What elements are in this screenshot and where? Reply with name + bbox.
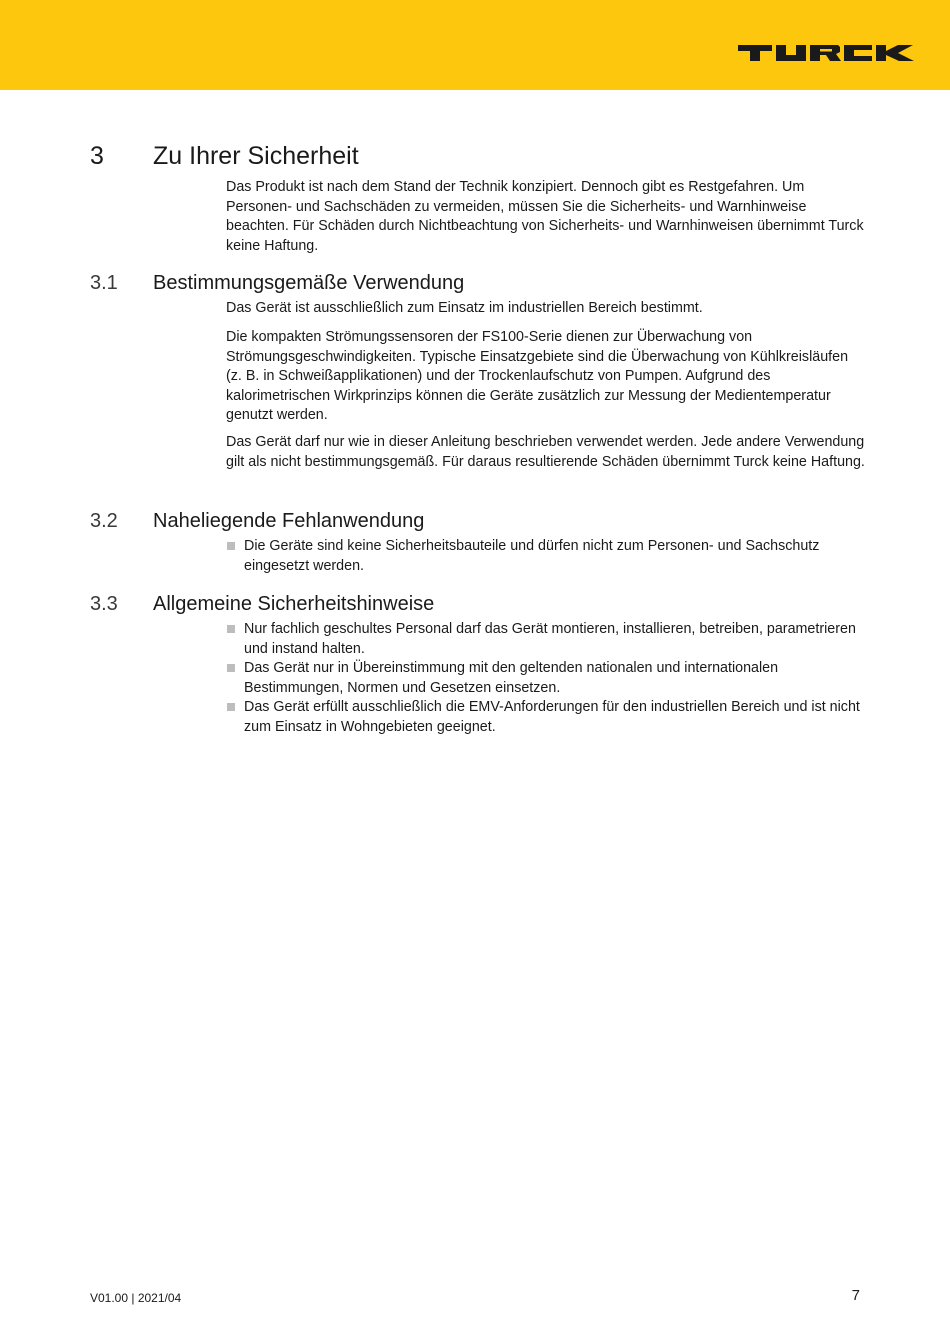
list-item: [226, 698, 866, 737]
section-3-1-number: 3.1: [90, 272, 118, 294]
turck-logo: [738, 42, 914, 64]
section-3-1-paragraph-3: Das Gerät darf nur wie in dieser Anleitung beschrieben verwendet werden. Jede andere Verwendung gilt als nicht bestimmungsgemäß. Für daraus resultierende Schäden übernimmt Turck keine Haftung.: [226, 434, 865, 470]
section-3-paragraph-1: Das Produkt ist nach dem Stand der Technik konzipiert. Dennoch gibt es Restgefahren. Um Personen- und Sachschäden zu vermeiden, müssen Sie die Sicherheits- und Warnhinweise beachten. Für Schäden durch Nichtbeachtung von Sicherheits- und Warnhinweisen übernimmt Turck keine Haftung.: [226, 179, 864, 254]
section-3-3-title: Allgemeine Sicherheitshinweise: [153, 593, 435, 615]
footer-version: V01.00 | 2021/04: [90, 1291, 182, 1305]
square-bullet-icon: [227, 542, 235, 550]
list-item-text: Die Geräte sind keine Sicherheitsbauteile und dürfen nicht zum Personen- und Sachschutz eingesetzt werden.: [244, 538, 820, 574]
list-item: [226, 659, 866, 698]
section-3-title: Zu Ihrer Sicherheit: [153, 142, 359, 170]
square-bullet-icon: [227, 625, 235, 633]
turck-logo-graphic: [738, 42, 914, 64]
square-bullet-icon: [227, 664, 235, 672]
page-number: 7: [851, 1287, 860, 1304]
square-bullet-icon: [227, 703, 235, 711]
section-3-1-title: Bestimmungsgemäße Verwendung: [153, 272, 465, 294]
section-3-2-bullet-list: [226, 537, 866, 576]
section-3-1-paragraph-2: Die kompakten Strömungssensoren der FS100-Serie dienen zur Überwachung von Strömungsgeschwindigkeiten. Typische Einsatzgebiete sind die Überwachung von Kühlkreisläufen (z. B. in Schweißapplikationen) und der Trockenlaufschutz von Pumpen. Aufgrund des kalorimetrischen Wirkprinzips können die Geräte zusätzlich zur Messung der Medientemperatur genutzt werden.: [226, 329, 849, 423]
section-3-3-bullet-list: [226, 620, 866, 737]
list-item: [226, 537, 866, 576]
section-3-2-title: Naheliegende Fehlanwendung: [153, 510, 425, 532]
section-3-3-number: 3.3: [90, 593, 118, 615]
section-3-1-paragraph-1: Das Gerät ist ausschließlich zum Einsatz im industriellen Bereich bestimmt.: [226, 300, 703, 316]
list-item-text: Das Gerät nur in Übereinstimmung mit den geltenden nationalen und internationalen Bestimmungen, Normen und Gesetzen einsetzen.: [244, 660, 779, 696]
list-item-text: Nur fachlich geschultes Personal darf das Gerät montieren, installieren, betreiben, parametrieren und instand halten.: [244, 621, 856, 657]
list-item-text: Das Gerät erfüllt ausschließlich die EMV-Anforderungen für den industriellen Bereich und ist nicht zum Einsatz in Wohngebieten geeignet.: [244, 699, 860, 735]
section-3-number: 3: [90, 142, 104, 170]
list-item: [226, 620, 866, 659]
section-3-2-number: 3.2: [90, 510, 118, 532]
